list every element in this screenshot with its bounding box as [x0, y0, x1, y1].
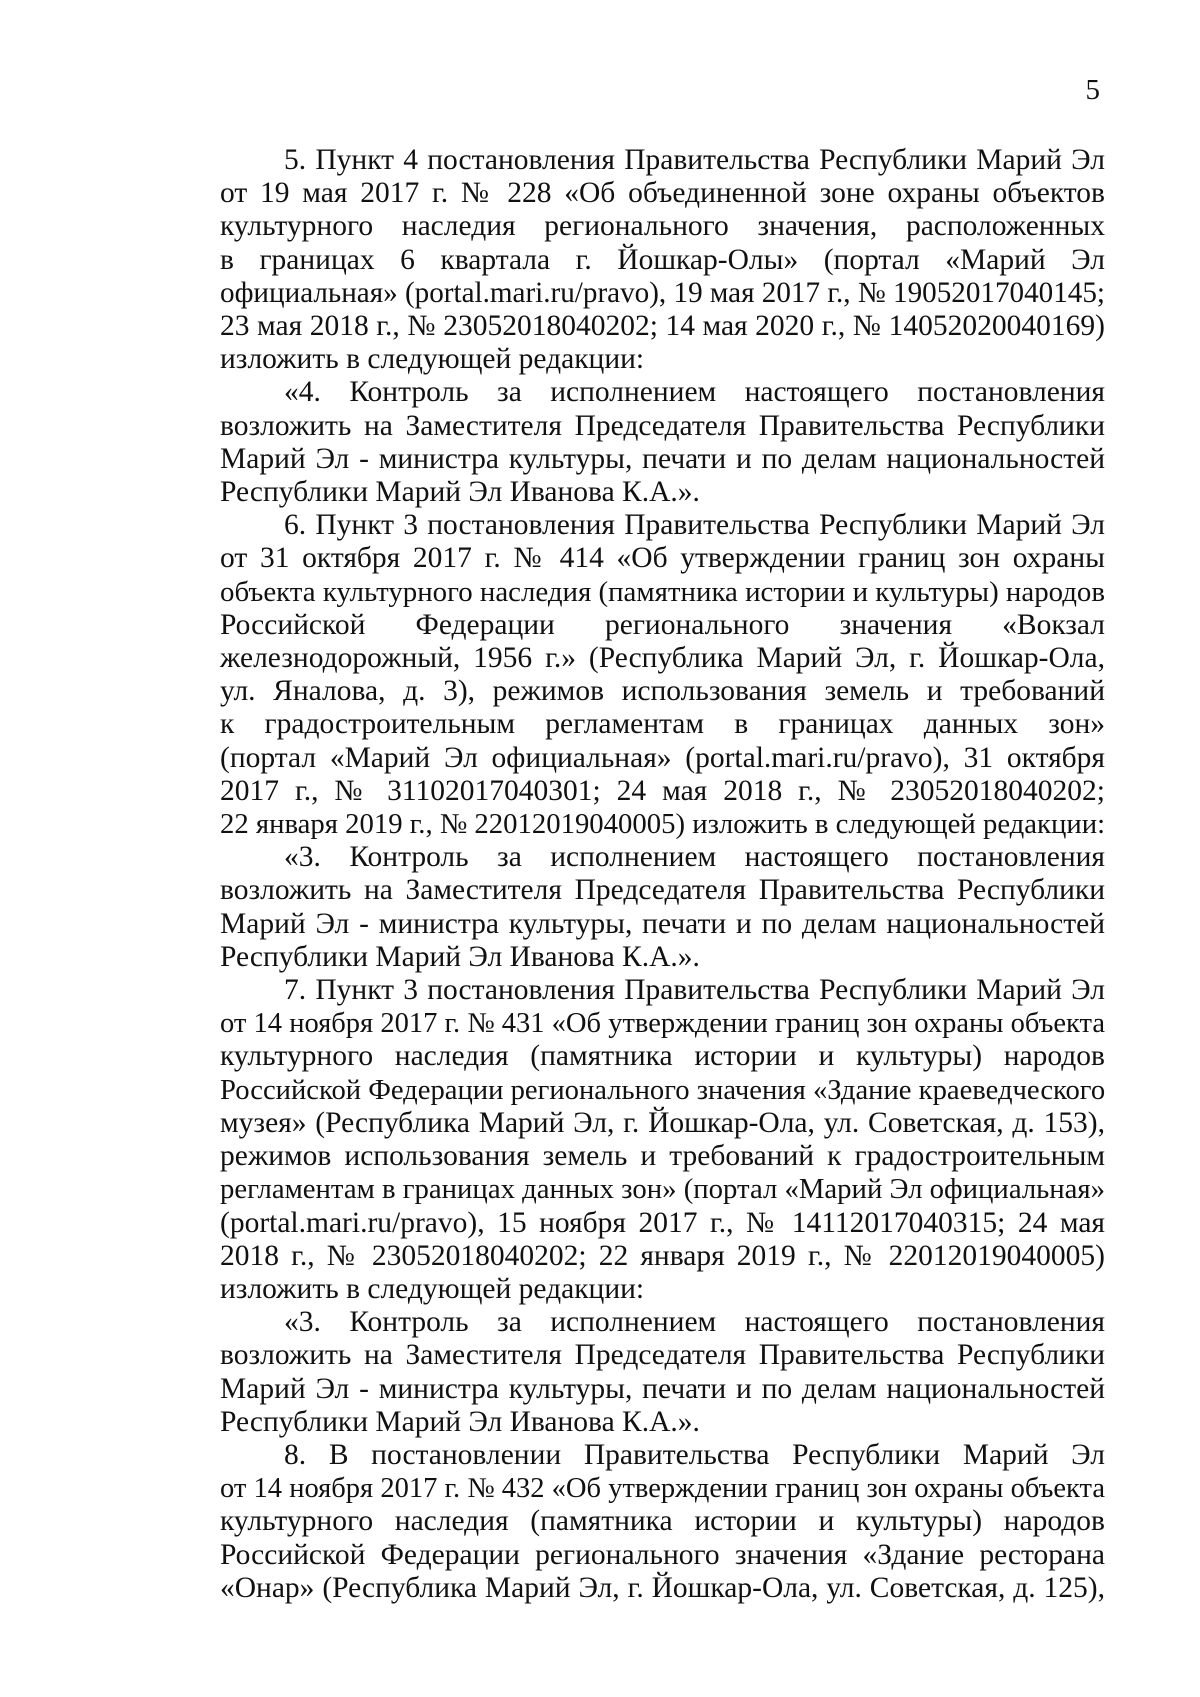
text-line: Республики Марий Эл Иванова К.А.».: [220, 940, 700, 973]
text-line: в границах 6 квартала г. Йошкар-Олы» (портал «Марий Эл: [220, 243, 1105, 276]
text-line: (portal.mari.ru/pravo), 15 ноября 2017 г., № 14112017040315; 24 мая: [220, 1206, 1105, 1239]
paragraph: [220, 1306, 1105, 1439]
text-line: 7. Пункт 3 постановления Правительства Республики Марий Эл: [284, 974, 1105, 1007]
text-line: 23 мая 2018 г., № 23052018040202; 14 мая 2020 г., № 14052020040169): [220, 310, 1105, 343]
text-line: Российской Федерации регионального значения «Здание ресторана: [220, 1538, 1105, 1571]
text-line: 22 января 2019 г., № 22012019040005) изложить в следующей редакции:: [220, 808, 1106, 841]
text-line: Республики Марий Эл Иванова К.А.».: [220, 476, 700, 509]
page-number: 5: [1085, 74, 1100, 106]
text-line: Республики Марий Эл Иванова К.А.».: [220, 1405, 700, 1438]
text-line: (портал «Марий Эл официальная» (portal.mari.ru/pravo), 31 октября: [220, 741, 1105, 774]
paragraph: [220, 509, 1105, 841]
text-line: официальная» (portal.mari.ru/pravo), 19 мая 2017 г., № 19052017040145;: [220, 276, 1105, 309]
text-line: железнодорожный, 1956 г.» (Республика Марий Эл, г. Йошкар-Ола,: [220, 642, 1105, 675]
text-line: «Онар» (Республика Марий Эл, г. Йошкар-Ола, ул. Советская, д. 125),: [220, 1571, 1105, 1604]
text-line: регламентам в границах данных зон» (портал «Марий Эл официальная»: [220, 1173, 1106, 1206]
paragraph: [220, 144, 1105, 376]
text-line: Марий Эл - министра культуры, печати и по делам национальностей: [220, 442, 1105, 475]
text-line: «4. Контроль за исполнением настоящего постановления: [284, 376, 1105, 409]
text-line: Российской Федерации регионального значения «Здание краеведческого: [220, 1073, 1106, 1106]
text-line: музея» (Республика Марий Эл, г. Йошкар-Ола, ул. Советская, д. 153),: [220, 1106, 1105, 1139]
text-line: изложить в следующей редакции:: [220, 1272, 645, 1305]
text-line: возложить на Заместителя Председателя Правительства Республики: [220, 1339, 1105, 1372]
text-line: режимов использования земель и требований к градостроительным: [220, 1140, 1105, 1173]
text-line: 6. Пункт 3 постановления Правительства Республики Марий Эл: [284, 509, 1105, 542]
text-line: от 31 октября 2017 г. № 414 «Об утверждении границ зон охраны: [220, 542, 1105, 575]
paragraph: [220, 841, 1105, 974]
text-line: к градостроительным регламентам в границах данных зон»: [220, 708, 1105, 741]
text-line: 5. Пункт 4 постановления Правительства Республики Марий Эл: [284, 144, 1105, 176]
text-line: культурного наследия регионального значения, расположенных: [220, 210, 1105, 243]
text-line: Марий Эл - министра культуры, печати и по делам национальностей: [220, 907, 1105, 940]
document-body: [220, 144, 1105, 1605]
paragraph: [220, 974, 1105, 1306]
text-line: «3. Контроль за исполнением настоящего постановления: [284, 841, 1105, 874]
text-line: культурного наследия (памятника истории и культуры) народов: [220, 1505, 1105, 1538]
text-line: Российской Федерации регионального значения «Вокзал: [220, 608, 1105, 641]
paragraph: [220, 376, 1105, 509]
text-line: «3. Контроль за исполнением настоящего постановления: [284, 1306, 1105, 1339]
text-line: 2017 г., № 31102017040301; 24 мая 2018 г., № 23052018040202;: [220, 774, 1105, 807]
text-line: от 19 мая 2017 г. № 228 «Об объединенной зоне охраны объектов: [220, 177, 1105, 210]
text-line: объекта культурного наследия (памятника истории и культуры) народов: [220, 575, 1105, 608]
text-line: Марий Эл - министра культуры, печати и по делам национальностей: [220, 1372, 1105, 1405]
text-line: культурного наследия (памятника истории и культуры) народов: [220, 1040, 1105, 1073]
text-line: ул. Яналова, д. 3), режимов использования земель и требований: [220, 675, 1105, 708]
text-line: изложить в следующей редакции:: [220, 343, 645, 376]
text-line: от 14 ноября 2017 г. № 432 «Об утверждении границ зон охраны объекта: [220, 1473, 1105, 1505]
text-line: 2018 г., № 23052018040202; 22 января 2019 г., № 22012019040005): [220, 1239, 1105, 1272]
text-line: 8. В постановлении Правительства Республики Марий Эл: [284, 1438, 1105, 1471]
paragraph: [220, 1439, 1105, 1605]
text-line: возложить на Заместителя Председателя Правительства Республики: [220, 409, 1105, 442]
text-line: от 14 ноября 2017 г. № 431 «Об утверждении границ зон охраны объекта: [220, 1008, 1105, 1040]
text-line: возложить на Заместителя Председателя Правительства Республики: [220, 874, 1105, 907]
